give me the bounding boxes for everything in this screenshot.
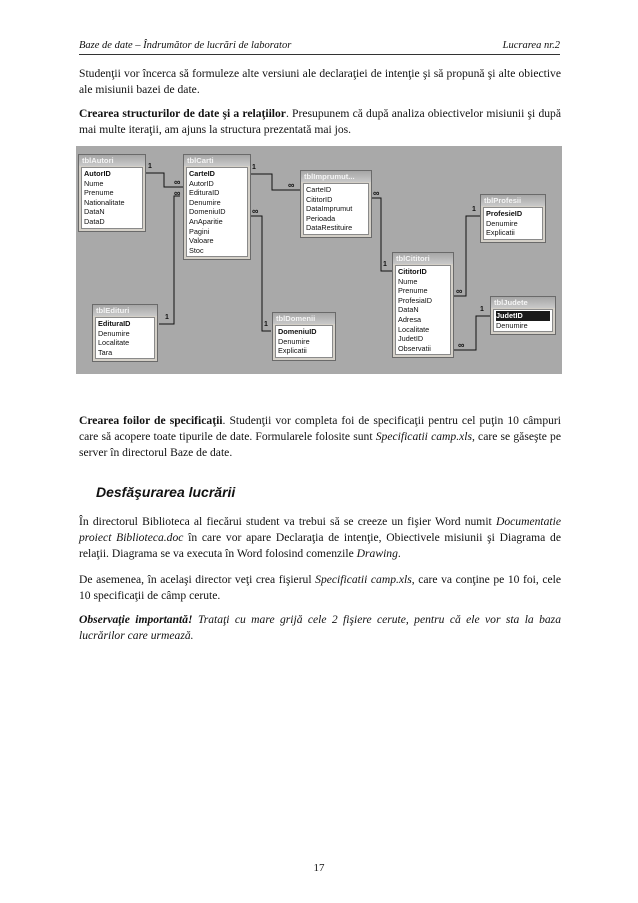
spreadsheet-text: De asemenea, în acelaşi director veţi crea fişierul [79,573,316,586]
field-item[interactable]: ProfesieID [486,209,523,218]
rel-carti-domenii [250,216,271,331]
field-item[interactable]: Localitate [98,338,130,348]
card-one-autori: 1 [148,163,152,170]
field-item[interactable]: Denumire [189,197,221,207]
card-one-domenii: 1 [264,321,268,328]
field-item[interactable]: Stoc [189,245,204,255]
field-list [81,167,143,229]
field-item[interactable]: ProfesiaID [398,295,433,305]
field-item[interactable]: Denumire [496,320,528,330]
field-item[interactable]: CititorID [306,194,333,204]
field-item[interactable]: DomeniuID [278,327,317,336]
card-one-edituri: 1 [165,314,169,321]
field-item[interactable]: Nationalitate [84,197,125,207]
field-item[interactable]: DataImprumut [306,204,353,214]
field-item[interactable]: Explicatii [486,228,515,238]
table-title[interactable]: tblCarti [184,155,250,166]
procedure-paragraph [79,514,561,562]
field-item[interactable]: EdituraID [98,319,131,328]
field-item[interactable]: CititorID [398,267,427,276]
field-item[interactable]: DataN [84,207,105,217]
note-text: Trataţi cu mare grijă cele 2 fişiere cerute, pentru că ele vor sta la baza lucrărilor care urmează. [79,613,561,642]
table-profesii[interactable] [480,194,546,243]
header-lab-number: Lucrarea nr.2 [502,40,560,51]
field-item[interactable]: Pagini [189,226,210,236]
table-title[interactable]: tblAutori [79,155,145,166]
card-many-carti-editura: ∞ [174,188,181,198]
field-list [275,325,333,358]
field-item[interactable]: Denumire [278,336,310,346]
section-title: Desfăşurarea lucrării [96,484,236,500]
field-item[interactable]: DataRestituire [306,223,353,233]
card-one-cititori: 1 [383,261,387,268]
table-imprumut[interactable] [300,170,372,238]
table-judete[interactable] [490,296,556,335]
field-item[interactable]: Explicatii [278,346,307,356]
table-autori[interactable] [78,154,146,232]
field-list [493,309,553,332]
spreadsheet-text-end: , care va conţine pe 10 foi, cele 10 specificaţii de câmp cerute. [79,573,561,602]
field-item[interactable]: Localitate [398,324,430,334]
page-header [79,40,560,55]
field-item[interactable]: DomeniuID [189,207,226,217]
field-item[interactable]: EdituraID [189,188,220,198]
card-many-carti-autor: ∞ [174,177,181,187]
specifications-text-end: care se găseşte pe server în directorul Baze de date. [79,430,561,459]
table-carti[interactable] [183,154,251,260]
specifications-text: . Studenţii vor completa foi de specificaţii pentru cel puţin 10 câmpuri care să acopere toate tipurile de date. Formularele folosite sunt [79,414,561,443]
table-title[interactable]: tblProfesii [481,195,545,206]
card-many-cititori-judet: ∞ [458,340,465,350]
field-item[interactable]: Prenume [84,188,114,198]
field-item[interactable]: DataN [398,305,419,315]
field-item[interactable]: Adresa [398,314,422,324]
page-number: 17 [313,862,325,874]
field-item[interactable]: Valoare [189,236,214,246]
intro-paragraph: Studenţii vor încerca să formuleze alte versiuni ale declaraţiei de intenţie şi să propună şi alte obiective ale misiunii bazei de date. [79,67,561,96]
rel-carti-edituri [159,196,180,324]
card-one-profesii: 1 [472,206,476,213]
table-domenii[interactable] [272,312,336,361]
field-item[interactable]: JudetID [496,311,550,321]
field-item[interactable]: Nume [84,178,104,188]
field-item[interactable]: Denumire [98,328,130,338]
note-paragraph [79,612,561,644]
table-title[interactable]: tblImprumut... [301,171,371,182]
card-one-judete: 1 [480,306,484,313]
table-cititori[interactable] [392,252,454,358]
field-item[interactable]: AnAparitie [189,216,223,226]
table-title[interactable]: tblDomenii [273,313,335,324]
table-title[interactable]: tblJudete [491,297,555,308]
field-item[interactable]: Prenume [398,286,428,296]
field-item[interactable]: AutorID [189,178,214,188]
field-list [395,265,451,355]
table-edituri[interactable] [92,304,158,362]
specifications-heading: Crearea foilor de specificaţii [79,414,223,427]
header-title: Baze de date – Îndrumător de lucrări de laborator [79,40,292,51]
field-item[interactable]: JudetID [398,334,424,344]
card-many-imprumut-carte: ∞ [288,180,295,190]
card-many-cititori-profesie: ∞ [456,286,463,296]
field-item[interactable]: CarteID [306,185,332,194]
field-item[interactable]: Observatii [398,343,431,353]
specifications-file: Specificatii camp.xls, [375,430,475,443]
card-many-carti-domeniu: ∞ [252,206,259,216]
procedure-text-end: . [397,547,401,560]
card-many-imprumut-cititor: ∞ [373,188,380,198]
field-item[interactable]: Perioada [306,213,336,223]
field-item[interactable]: Tara [98,347,113,357]
spreadsheet-file: Specificatii camp.xls [315,573,412,586]
field-item[interactable]: DataD [84,216,105,226]
structures-paragraph [79,106,561,138]
structures-text: . Presupunem că după analiza obiectivelor misiunii şi după mai multe iteraţii, am ajuns la structura prezentată mai jos. [79,107,562,136]
procedure-text: În directorul Biblioteca al fiecărui student va trebui să se creeze un fişier Word numit [79,515,496,528]
table-title[interactable]: tblCititori [393,253,453,264]
card-one-carti: 1 [252,164,256,171]
spreadsheet-paragraph [79,572,561,604]
table-title[interactable]: tblEdituri [93,305,157,316]
field-item[interactable]: AutorID [84,169,111,178]
rel-profesii-cititori [454,216,482,296]
procedure-file: Documentatie proiect Biblioteca.doc [79,515,561,544]
relationships-diagram [76,146,562,374]
specifications-paragraph [79,413,561,461]
structures-heading: Crearea structurilor de date şi a relaţiilor [79,107,286,120]
field-item[interactable]: Denumire [486,218,518,228]
field-list [186,167,248,257]
field-list [303,183,369,235]
field-list [95,317,155,359]
note-label: Observaţie importantă! [79,613,193,626]
procedure-command: Drawing [356,547,398,560]
field-list [483,207,543,240]
field-item[interactable]: CarteID [189,169,215,178]
procedure-text-mid: în care vor apare Declaraţia de intenţie, Obiectivele misiunii şi Diagrama de relaţii. Diagrama se va executa în Word folosind comenzile [79,531,561,560]
field-item[interactable]: Nume [398,276,418,286]
